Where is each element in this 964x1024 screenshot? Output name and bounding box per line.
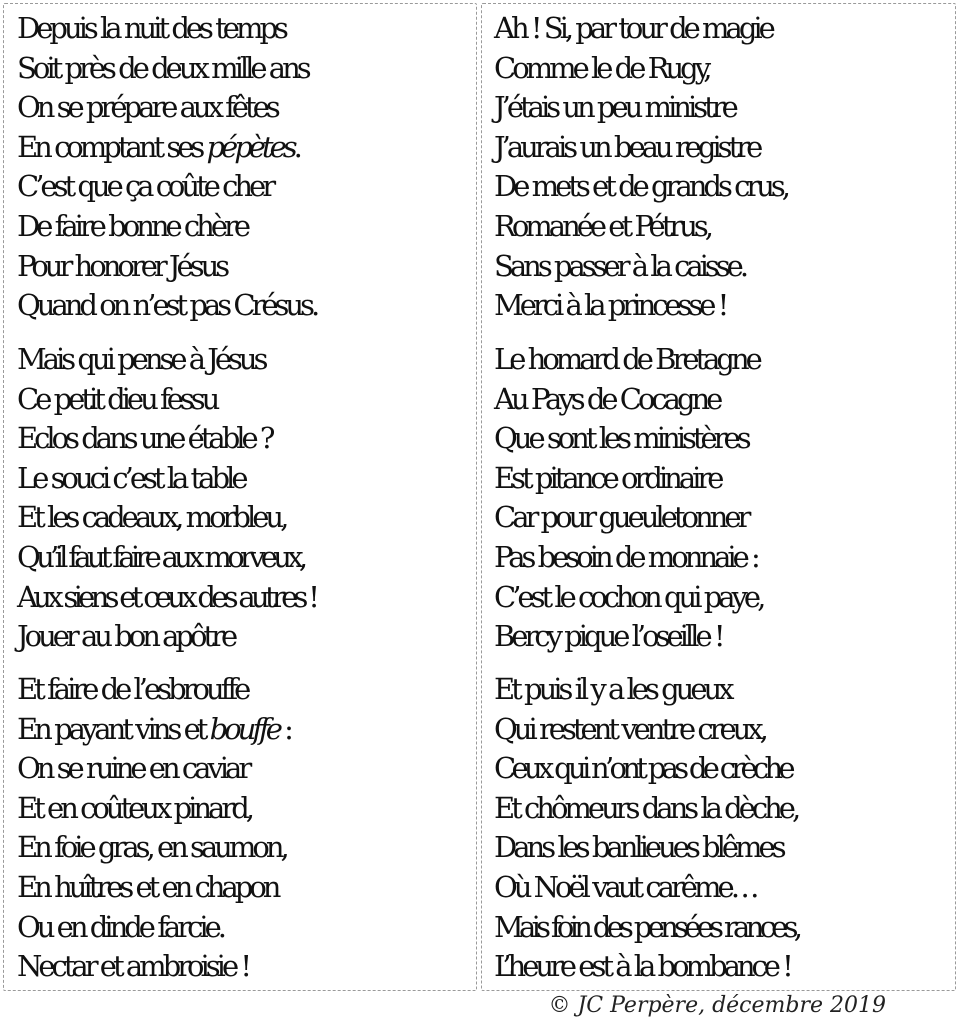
italic-word: pépètes (206, 129, 294, 164)
verse-line (4, 710, 476, 750)
verse-line: Et chômeurs dans la dèche, (494, 790, 798, 825)
right-column (481, 3, 956, 991)
left-column (3, 3, 477, 991)
verse-line: J’aurais un beau registre (494, 129, 760, 164)
verse-line: Aux siens et ceux des autres ! (17, 579, 316, 614)
verse-line: En huîtres et en chapon (17, 869, 278, 904)
verse-line: Mais foin des pensées rances, (494, 909, 799, 944)
copyright-credit: © JC Perpère, décembre 2019 (548, 993, 886, 1018)
verse-line: Eclos dans une étable ? (17, 421, 272, 456)
verse-line: Romanée et Pétrus, (494, 208, 711, 243)
stanza-4 (482, 9, 955, 326)
verse-line: Et en coûteux pinard, (17, 790, 251, 825)
verse-line: On se prépare aux fêtes (17, 90, 277, 125)
verse-text: . (293, 129, 299, 164)
verse-line: De faire bonne chère (17, 208, 248, 243)
verse-line: Qui restent ventre creux, (494, 711, 765, 746)
verse-line: Où Noël vaut carême… (494, 869, 756, 904)
stanza-5 (482, 340, 955, 657)
verse-line: Jouer au bon apôtre (17, 619, 235, 654)
stanza-3 (4, 670, 476, 987)
verse-line: Ceux qui n’ont pas de crèche (494, 751, 791, 786)
verse-line: Pour honorer Jésus (17, 248, 227, 283)
italic-word: bouffe (209, 711, 279, 746)
verse-line: C’est le cochon qui paye, (494, 579, 763, 614)
stanza-2 (4, 340, 476, 657)
verse-line: Sans passer à la caisse. (494, 248, 746, 283)
verse-line: Ah ! Si, par tour de magie (494, 11, 772, 45)
verse-line: Car pour gueuletonner (494, 500, 748, 535)
verse-line: Bercy pique l’oseille ! (494, 619, 722, 654)
verse-line: Que sont les ministères (494, 421, 748, 456)
verse-line: En foie gras, en saumon, (17, 830, 286, 865)
verse-line: Et puis il y a les gueux (494, 672, 731, 706)
verse-line: Et les cadeaux, morbleu, (17, 500, 286, 535)
stanza-1 (4, 9, 476, 326)
verse-line: Merci à la princesse ! (494, 288, 726, 323)
verse-line: Soit près de deux mille ans (17, 50, 308, 85)
verse-line: Qu’il faut faire aux morveux, (17, 539, 304, 574)
verse-line: Quand on n’est pas Crésus. (17, 288, 317, 323)
verse-line: Et faire de l’esbrouffe (17, 672, 248, 706)
verse-line: Pas besoin de monnaie : (494, 539, 757, 574)
verse-line: Mais qui pense à Jésus (17, 342, 265, 376)
verse-line: Dans les banlieues blêmes (494, 830, 783, 865)
verse-line: Comme le de Rugy, (494, 50, 709, 85)
verse-line: J’étais un peu ministre (494, 90, 735, 125)
verse-text: En payant vins et (17, 711, 210, 746)
verse-line: Le souci c’est la table (17, 460, 245, 495)
verse-line: Ce petit dieu fessu (17, 381, 217, 416)
verse-line: De mets et de grands crus, (494, 169, 787, 204)
verse-line: Nectar et ambroisie ! (17, 949, 248, 984)
verse-text: En comptant ses (17, 129, 207, 164)
poem (3, 3, 956, 991)
verse-line: Le homard de Bretagne (494, 342, 759, 376)
verse-text: : (278, 711, 290, 746)
verse-line: Depuis la nuit des temps (17, 11, 285, 45)
verse-line: Est pitance ordinaire (494, 460, 721, 495)
verse-line: On se ruine en caviar (17, 751, 249, 786)
verse-line (4, 128, 476, 168)
stanza-6 (482, 670, 955, 987)
verse-line: Ou en dinde farcie. (17, 909, 223, 944)
verse-line: L’heure est à la bombance ! (494, 949, 790, 984)
verse-line: C’est que ça coûte cher (17, 169, 273, 204)
verse-line: Au Pays de Cocagne (494, 381, 720, 416)
